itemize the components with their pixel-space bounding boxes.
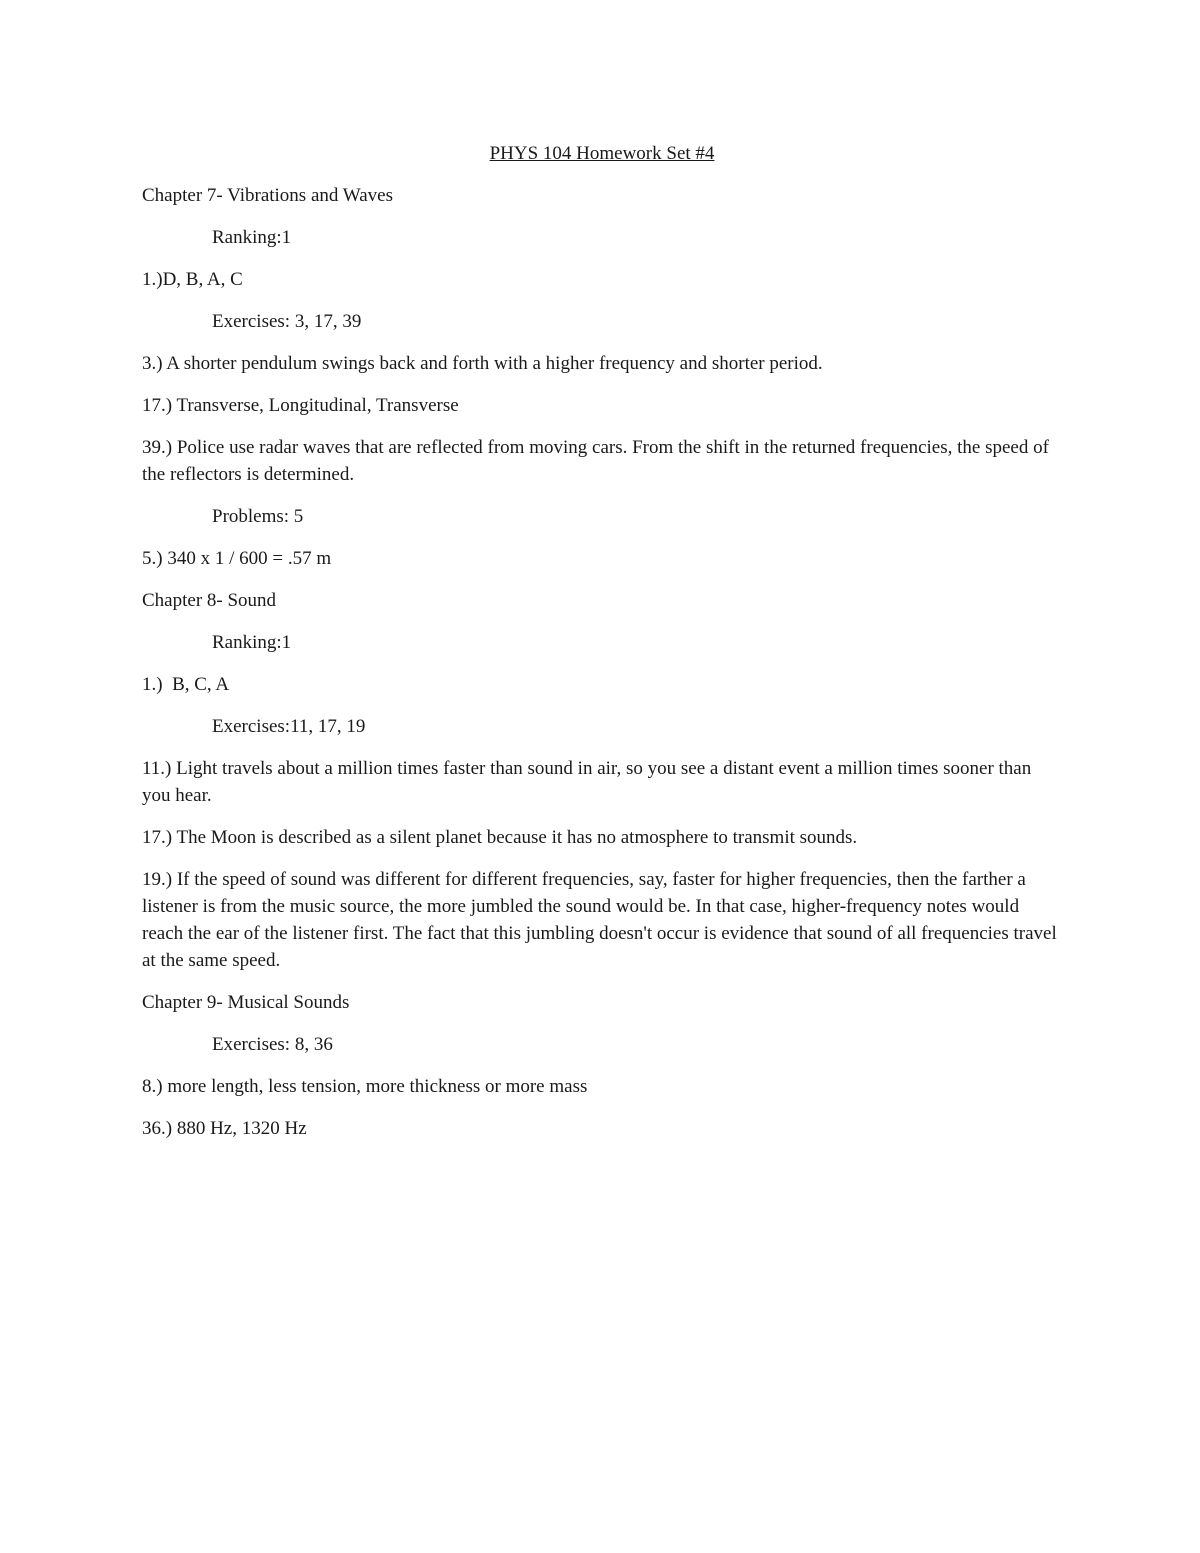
- chapter-9-heading: Chapter 9- Musical Sounds: [142, 992, 350, 1013]
- ch8-exercise-11-answer: 11.) Light travels about a million times faster than sound in air, so you see a distant event a million times sooner than you hear.: [142, 758, 1032, 806]
- ch7-exercise-17-answer: 17.) Transverse, Longitudinal, Transverse: [142, 395, 459, 416]
- ch7-ranking-answer-1: 1.)D, B, A, C: [142, 269, 243, 290]
- ch7-exercise-39-answer: 39.) Police use radar waves that are reflected from moving cars. From the shift in the returned frequencies, the speed of the reflectors is determined.: [142, 437, 1049, 485]
- ch9-exercise-36-answer: 36.) 880 Hz, 1320 Hz: [142, 1118, 307, 1139]
- ch8-exercises-label: Exercises:11, 17, 19: [212, 716, 366, 737]
- ch8-exercise-17-answer: 17.) The Moon is described as a silent planet because it has no atmosphere to transmit sounds.: [142, 827, 858, 848]
- ch8-ranking-answer-1: 1.) B, C, A: [142, 674, 230, 695]
- chapter-7-heading: Chapter 7- Vibrations and Waves: [142, 185, 393, 206]
- ch7-problem-5-answer: 5.) 340 x 1 / 600 = .57 m: [142, 548, 332, 569]
- chapter-8-heading: Chapter 8- Sound: [142, 590, 277, 611]
- ch7-exercise-3-answer: 3.) A shorter pendulum swings back and forth with a higher frequency and shorter period.: [142, 353, 823, 374]
- document-title: PHYS 104 Homework Set #4: [489, 143, 715, 164]
- document-page: [142, 140, 1062, 1157]
- ch8-exercise-19-answer: 19.) If the speed of sound was different for different frequencies, say, faster for higher frequencies, then the farther a listener is from the music source, the more jumbled the sound would be. In that case, higher-frequency notes would reach the ear of the listener first. The fact that this jumbling doesn't occur is evidence that sound of all frequencies travel at the same speed.: [142, 869, 1057, 971]
- ch7-ranking-label: Ranking:1: [212, 227, 292, 248]
- ch7-problems-label: Problems: 5: [212, 506, 304, 527]
- ch9-exercise-8-answer: 8.) more length, less tension, more thickness or more mass: [142, 1076, 588, 1097]
- ch7-exercises-label: Exercises: 3, 17, 39: [212, 311, 362, 332]
- ch9-exercises-label: Exercises: 8, 36: [212, 1034, 333, 1055]
- ch8-ranking-label: Ranking:1: [212, 632, 292, 653]
